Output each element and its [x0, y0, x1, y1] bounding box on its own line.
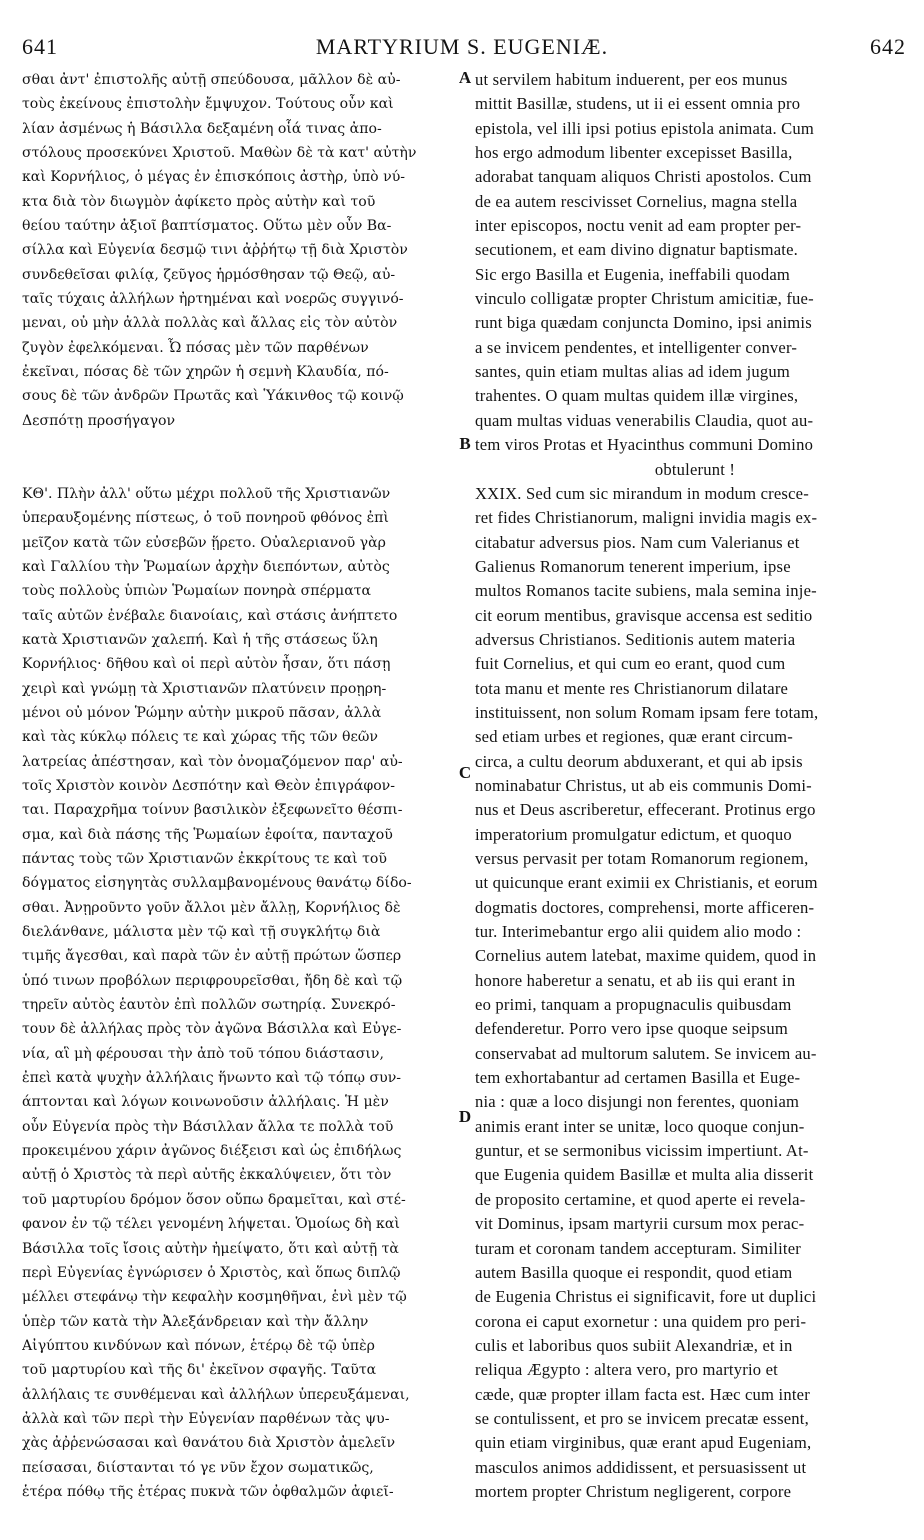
text-line: citabatur adversus pios. Nam cum Valerianus et — [475, 532, 800, 552]
text-line: λατρείας ἀπέστησαν, καὶ τὸν ὀνομαζόμενον παρ' αὐ- — [22, 753, 403, 770]
text-line: ὑπεραυξομένης πίστεως, ὁ τοῦ πονηροῦ φθόνος ἐπὶ — [22, 510, 389, 527]
text-line: οὖν Εὐγενία πρὸς τὴν Βάσιλλαν ἄλλα τε πολλὰ τοῦ — [22, 1118, 394, 1135]
text-line: obtulerunt ! — [654, 459, 736, 479]
text-line: sed etiam urbes et regiones, quæ erant circum- — [475, 727, 793, 747]
text-line: santes, quin etiam multas alias ad idem jugum — [475, 362, 791, 382]
text-line: quam multas viduas venerabilis Claudia, quot au- — [475, 410, 814, 430]
section-marker-a: A — [458, 68, 472, 87]
text-line: imperatorium promulgatur edictum, et quoquo — [475, 824, 792, 844]
text-line: χειρὶ καὶ γνώμῃ τὰ Χριστιανῶν πλατύνειν προῃρη- — [22, 680, 387, 697]
text-line: σθαι. Ἀνῃροῦντο γοῦν ἄλλοι μὲν ἄλλῃ, Κορνήλιος δὲ — [22, 899, 401, 916]
text-line: trahentes. O quam multas quidem illæ virgines, — [475, 386, 799, 406]
text-line: ται. Παραχρῆμα τοίνυν βασιλικὸν ἐξεφωνεῖτο θέσπι- — [22, 802, 403, 819]
text-line: μεναι, οὐ μὴν ἀλλὰ πολλὰς καὶ ἄλλας εἰς τὸν αὐτὸν — [22, 315, 398, 332]
text-line: se contulissent, et pro se invicem precatæ essent, — [475, 1408, 809, 1428]
text-line: mittit Basillæ, studens, ut ii ei essent omnia pro — [475, 94, 801, 114]
text-line: τοῦ μαρτυρίου δρόμον ὅσον οὔπω δραμεῖται, καὶ στέ- — [22, 1191, 406, 1208]
text-line: πείσασαι, διίστανται τό γε νῦν ἔχον σωματικῶς, — [22, 1459, 374, 1476]
text-line: multos Romanos tacite subiens, mala semina inje- — [475, 581, 817, 601]
text-line: ζυγὸν ἐφελκόμεναι. Ὦ πόσας μὲν τῶν παρθένων — [22, 339, 369, 356]
text-line: secutionem, et eam divino dignatur baptismate. — [475, 240, 799, 260]
text-line: a se invicem pendentes, et intelligenter conver- — [475, 337, 798, 357]
text-line: τοῦ μαρτυρίου καὶ τῆς δι' ἐκεῖνον σφαγῆς. Ταῦτα — [22, 1362, 377, 1379]
text-line: λίαν ἀσμένως ἡ Βάσιλλα δεξαμένη οἷά τινας ἀπο- — [22, 120, 382, 137]
text-line: ταῖς αὐτῶν ἐνέβαλε διανοίαις, καὶ στάσις ἀνήπτετο — [22, 607, 398, 624]
text-line: circa, a cultu deorum abduxerant, et qui ab ipsis — [475, 751, 803, 771]
text-line: cit eorum mentibus, gravisque accensa est seditio — [475, 605, 813, 625]
section-marker-b: B — [459, 434, 471, 453]
text-line: ἀλλὰ καὶ τῶν περὶ τὴν Εὐγενίαν παρθένων τὰς ψυ- — [22, 1410, 390, 1427]
text-line: quin etiam virginibus, quæ erant apud Eugeniam, — [475, 1433, 812, 1453]
text-line: reliqua Ægypto : altera vero, pro martyrio et — [475, 1360, 778, 1380]
text-line: κατὰ Χριστιανῶν χαλεπή. Καὶ ἡ τῆς στάσεως ὕλη — [22, 631, 378, 648]
text-line: nia : quæ a loco disjungi non ferentes, quoniam — [475, 1092, 800, 1112]
running-title: MARTYRIUM S. EUGENIÆ. — [315, 34, 609, 59]
text-line: τηρεῖν αὐτὸς ἑαυτὸν ἐπὶ πολλῶν σωτηρίᾳ. Συνεκρό- — [22, 997, 396, 1014]
text-line: σθαι ἀντ' ἐπιστολῆς αὐτῇ σπεύδουσα, μᾶλλον δὲ αὐ- — [22, 72, 401, 88]
text-line: ὑπό τινων προβόλων περιφρουρεῖσθαι, ἤδη δὲ καὶ τῷ — [22, 972, 403, 989]
text-line: epistola, vel illi ipsi potius epistola animata. Cum — [475, 118, 815, 138]
text-line: σους δὲ τῶν ἀνδρῶν Πρωτᾶς καὶ Ὑάκινθος τῷ κοινῷ — [22, 388, 404, 405]
text-line: inter episcopos, noctu venit ad eam propter per- — [475, 216, 802, 236]
text-line: corona ei caput exornetur : una quidem pro peri- — [475, 1311, 807, 1331]
text-line: κτα διὰ τὸν διωγμὸν ἀφίκετο πρὸς αὐτὴν καὶ τοῦ — [22, 193, 376, 210]
text-line: nominabatur Christus, ut ab eis communis Domi- — [475, 775, 812, 795]
text-line: στόλους προσεκύνει Χριστοῦ. Μαθὼν δὲ τὰ κατ' αὐτὴν — [22, 145, 417, 162]
latin-column — [475, 68, 915, 1504]
text-line: fuit Cornelius, et qui cum eo erant, quod cum — [475, 654, 786, 674]
text-line: tem viros Protas et Hyacinthus communi Domino — [475, 435, 814, 455]
text-line: χὰς ἀῤῥενώσασαι καὶ θανάτου διὰ Χριστὸν ἀμελεῖν — [22, 1435, 396, 1452]
text-line: que Eugenia quidem Basillæ et multa alia disserit — [475, 1165, 814, 1185]
text-line: Δεσπότῃ προσήγαγον — [22, 412, 176, 429]
page-header — [8, 34, 916, 64]
text-line: vinculo colligatæ propter Christum amicitiæ, fue- — [475, 289, 814, 309]
text-line: Κορνήλιος· δῆθου καὶ οἱ περὶ αὐτὸν ἦσαν, ὅτι πάσῃ — [22, 656, 391, 673]
text-line: hos ergo admodum libenter excepisset Basilla, — [475, 143, 793, 163]
text-line: vit Dominus, ipsam martyrii cursum mox perac- — [475, 1214, 805, 1234]
text-line: τουν δὲ ἀλλήλας πρὸς τὸν ἀγῶνα Βάσιλλα καὶ Εὐγε- — [22, 1021, 402, 1038]
greek-column — [22, 68, 460, 1504]
text-line: defenderetur. Porro vero ipse quoque seipsum — [475, 1019, 788, 1039]
text-line: turam et coronam tandem accepturam. Similiter — [475, 1238, 802, 1258]
text-line: ἀλλήλαις τε συνθέμεναι καὶ ἀλλήλων ὑπερευξάμεναι, — [22, 1386, 410, 1403]
text-line: ἐκεῖναι, πόσας δὲ τῶν χηρῶν ἡ σεμνὴ Κλαυδία, πό- — [22, 364, 389, 381]
text-line: μεῖζον κατὰ τῶν εὐσεβῶν ᾕρετο. Οὐαλεριανοῦ γὰρ — [22, 534, 386, 551]
text-line: τοὺς ἐκείνους ἐπιστολὴν ἔμψυχον. Τούτους οὖν καὶ — [22, 96, 394, 113]
text-line: runt biga quædam conjuncta Domino, ipsi animis — [475, 313, 812, 333]
page-number-right: 642 — [870, 34, 906, 59]
text-line: σμα, καὶ διὰ πάσης τῆς Ῥωμαίων ἐφοίτα, πανταχοῦ — [22, 826, 393, 843]
text-line: XXIX. Sed cum sic mirandum in modum cresce- — [475, 483, 809, 503]
section-marker-d: D — [458, 1107, 472, 1126]
text-line: de Eugenia Christus ei significavit, fore ut duplici — [475, 1287, 817, 1307]
text-line: masculos animos addidissent, et persuasissent ut — [475, 1457, 807, 1477]
text-line: νία, αἳ μὴ φέρουσαι τὴν ἀπὸ τοῦ τόπου διάστασιν, — [22, 1045, 384, 1062]
text-line: αὐτῇ ὁ Χριστὸς τὰ περὶ αὐτῆς ἐκκαλύψειεν, ὅτι τὸν — [22, 1167, 392, 1184]
text-line: μένοι οὐ μόνον Ῥώμην αὐτὴν μικροῦ πᾶσαν, ἀλλὰ — [22, 704, 382, 721]
text-line: conservabat ad multorum salutem. Se invicem au- — [475, 1043, 817, 1063]
text-line: ὑπὲρ τῶν κατὰ τὴν Ἀλεξάνδρειαν καὶ τὴν ἄλλην — [22, 1313, 369, 1330]
text-line: adorabat tanquam aliquos Christi apostolos. Cum — [475, 167, 812, 187]
text-line: eo primi, tanquam a propugnaculis quibusdam — [475, 995, 792, 1015]
text-line: guntur, et se sermonibus vicissim impertiunt. At- — [475, 1141, 809, 1161]
section-marker-c: C — [458, 763, 472, 782]
text-line: άπτονται καὶ λόγων κοινωνοῦσιν ἀλλήλαις. Ἡ μὲν — [22, 1094, 389, 1111]
text-line: tur. Interimebantur ergo alii quidem alio modo : — [475, 922, 802, 942]
text-line: Cornelius autem latebat, maxime quidem, quod in — [475, 946, 817, 966]
text-line: συνδεθεῖσαι φιλίᾳ, ζεῦγος ἡρμόσθησαν τῷ Θεῷ, αὐ- — [22, 266, 396, 283]
page-number-left: 641 — [22, 34, 58, 59]
text-line: de ea autem rescivisset Cornelius, magna stella — [475, 191, 798, 211]
text-line: σίλλα καὶ Εὐγενία δεσμῷ τινι ἀῤῥήτῳ τῇ διὰ Χριστὸν — [22, 242, 408, 259]
text-line: τοὺς πολλοὺς ὑπιὼν Ῥωμαίων πονηρὰ σπέρματα — [22, 583, 372, 600]
text-line: δόγματος εἰσηγητὰς συλλαμβανομένους θανάτῳ δίδο- — [22, 875, 412, 892]
text-line: ut servilem habitum induerent, per eos munus — [475, 70, 788, 89]
text-line: Βάσιλλα τοῖς ἴσοις αὐτὴν ἠμείψατο, ὅτι καὶ αὐτῇ τὰ — [22, 1240, 399, 1257]
text-line: μέλλει στεφάνῳ τὴν κεφαλὴν κοσμηθῆναι, ἑνὶ μὲν τῷ — [22, 1289, 407, 1306]
text-line: de proposito certamine, et quod aperte ei revela- — [475, 1189, 806, 1209]
text-line: mortem propter Christum negligerent, corpore — [475, 1481, 792, 1501]
text-line: καὶ τὰς κύκλῳ πόλεις τε καὶ χώρας τῆς τῶν θεῶν — [22, 729, 378, 746]
text-line: nus et Deus ascriberetur, effecerant. Protinus ergo — [475, 800, 816, 820]
text-line: Sic ergo Basilla et Eugenia, ineffabili quodam — [475, 264, 791, 284]
text-line: καὶ Κορνήλιος, ὁ μέγας ἐν ἐπισκόποις ἀστὴρ, ὑπὸ νύ- — [22, 169, 406, 186]
text-line: πάντας τοὺς τῶν Χριστιανῶν ἐκκρίτους τε καὶ τοῦ — [22, 851, 387, 867]
text-line: Galienus Romanorum tenerent imperium, ipse — [475, 556, 791, 576]
text-line: ut quicunque erant eximii ex Christianis, et eorum — [475, 873, 818, 893]
text-line: honore haberetur a senatu, et ab iis qui erant in — [475, 970, 796, 990]
text-line: culis et laboribus quos subiit Alexandriæ, et in — [475, 1335, 793, 1355]
text-line: animis erant inter se unitæ, loco quoque conjun- — [475, 1116, 805, 1136]
text-line: φανον ἐν τῷ τέλει γενομένη λήψεται. Ὁμοίως δὴ καὶ — [22, 1216, 400, 1233]
text-line: περὶ Εὐγενίας ἐγνώρισεν ὁ Χριστὸς, καὶ ὅπως διπλῷ — [22, 1264, 401, 1281]
text-line: cæde, quæ propter illam facta est. Hæc cum inter — [475, 1384, 810, 1404]
text-line: dogmatis doctores, comprehensi, morte afficeren- — [475, 897, 815, 917]
text-line: θείου ταύτην ἀξιοῖ βαπτίσματος. Οὕτω μὲν οὖν Βα- — [22, 218, 392, 235]
text-line: adversus Christianos. Seditionis autem materia — [475, 629, 796, 649]
text-line: Αἰγύπτου κινδύνων καὶ πόνων, ἑτέρῳ δὲ τῷ ὑπὲρ — [22, 1337, 375, 1354]
text-line: προκειμένου χάριν ἀγῶνος διέξεισι καὶ ὡς ἐπιδήλως — [22, 1143, 402, 1160]
text-line: ἐπεὶ κατὰ ψυχὴν ἀλλήλαις ἥνωντο καὶ τῷ τόπῳ συν- — [22, 1070, 402, 1087]
text-line: instituissent, non solum Romam ipsam fere totam, — [475, 702, 819, 722]
text-line: διελάνθανε, μάλιστα μὲν τῷ καὶ τῇ συγκλήτῳ διὰ — [22, 924, 381, 941]
text-line: τοῖς Χριστὸν κοινὸν Δεσπότην καὶ Θεὸν ἐπιγράφον- — [22, 777, 396, 794]
text-line: versus pervasit per totam Romanorum regionem, — [475, 849, 809, 868]
text-line: ἑτέρα πόθῳ τῆς ἑτέρας πυκνὰ τῶν ὀφθαλμῶν ἀφιεῖ- — [22, 1483, 394, 1500]
text-line: autem Basilla quoque ei respondit, quod etiam — [475, 1262, 793, 1282]
text-line: ταῖς τύχαις ἀλλήλων ἠρτημέναι καὶ νοερῶς συγγινό- — [22, 291, 404, 308]
text-line: ret fides Christianorum, maligni invidia magis ex- — [475, 508, 818, 528]
text-line: καὶ Γαλλίου τὴν Ῥωμαίων ἀρχὴν διεπόντων, αὐτὸς — [22, 558, 390, 575]
text-line: tem exhortabantur ad certamen Basilla et Euge- — [475, 1068, 801, 1088]
text-line: ΚΘ'. Πλὴν ἀλλ' οὕτω μέχρι πολλοῦ τῆς Χριστιανῶν — [22, 485, 391, 502]
text-line: τιμῆς ἄγεσθαι, καὶ παρὰ τῶν ἐν αὐτῇ πρώτων ὥσπερ — [22, 948, 402, 965]
text-line: tota manu et mente res Christianorum dilatare — [475, 678, 789, 698]
paragraph-gap — [22, 433, 460, 482]
